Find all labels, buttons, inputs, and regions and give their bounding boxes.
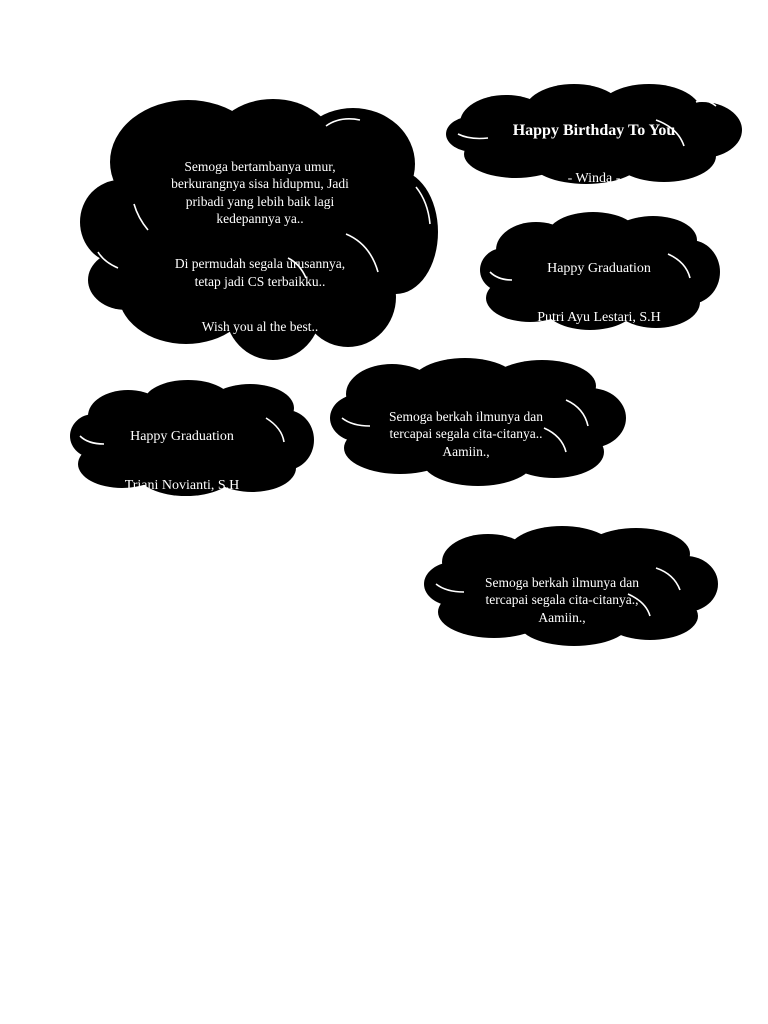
wish-cloud	[78, 92, 440, 362]
wish-line-2: Di permudah segala urusannya, tetap jadi CS terbaikku..	[174, 256, 346, 289]
blessing-cloud-1	[330, 356, 626, 488]
blessing-2-text: Semoga berkah ilmunya dan tercapai segala cita-citanya., Aamiin.,	[484, 574, 640, 625]
blessing-cloud-2	[424, 522, 720, 648]
wish-line-1: Semoga bertambanya umur, berkurangnya sisa hidupmu, Jadi pribadi yang lebih baik lagi kedepannya ya..	[171, 158, 349, 227]
putri-title: Happy Graduation	[547, 261, 651, 277]
birthday-name: - Winda -	[567, 171, 621, 187]
putri-name: Putri Ayu Lestari, S.H	[537, 309, 661, 325]
blessing-1-text: Semoga berkah ilmunya dan tercapai segala cita-citanya.. Aamiin.,	[388, 408, 544, 459]
triani-name: Triani Novianti, S.H	[124, 477, 240, 493]
triani-title: Happy Graduation	[130, 429, 234, 445]
birthday-cloud	[444, 78, 744, 186]
graduation-triani-cloud	[70, 378, 312, 498]
graduation-putri-cloud	[478, 210, 720, 330]
birthday-title: Happy Birthday To You	[512, 121, 676, 139]
wish-line-3: Wish you al the best..	[201, 318, 319, 334]
